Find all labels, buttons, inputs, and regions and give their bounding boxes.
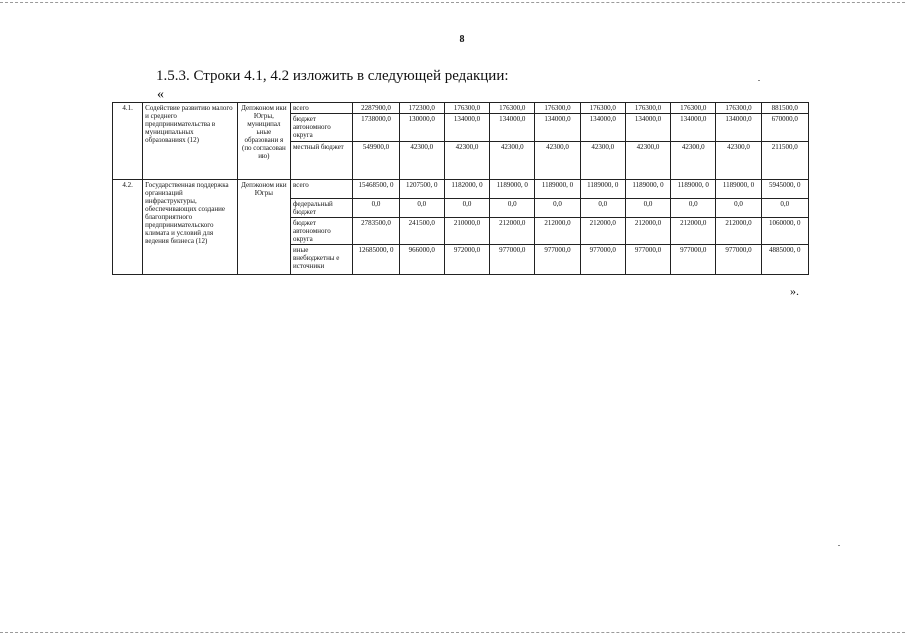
- value-cell: 130000,0: [399, 114, 444, 142]
- value-cell: 977000,0: [580, 245, 625, 275]
- value-cell: 1189000, 0: [490, 180, 535, 199]
- value-cell: 42300,0: [399, 142, 444, 180]
- value-cell: 134000,0: [625, 114, 670, 142]
- value-cell: 212000,0: [535, 218, 580, 245]
- value-cell: 176300,0: [671, 103, 716, 114]
- value-cell: 972000,0: [444, 245, 489, 275]
- value-cell: 0,0: [625, 199, 670, 218]
- value-cell: 1182000, 0: [444, 180, 489, 199]
- value-cell: 42300,0: [490, 142, 535, 180]
- row-number: 4.1.: [113, 103, 143, 180]
- funding-source: иные внебюджетны е источники: [291, 245, 353, 275]
- executor: Депэконом ики Югры, муниципал ьные образовани я (по согласован ию): [237, 103, 290, 180]
- value-cell: 212000,0: [716, 218, 761, 245]
- scan-speck: [838, 545, 840, 546]
- value-cell: 1189000, 0: [625, 180, 670, 199]
- value-cell: 0,0: [716, 199, 761, 218]
- program-table: [112, 102, 809, 275]
- value-cell: 176300,0: [490, 103, 535, 114]
- value-cell: 4885000, 0: [761, 245, 808, 275]
- funding-source: федеральный бюджет: [291, 199, 353, 218]
- value-cell: 1189000, 0: [671, 180, 716, 199]
- value-cell: 0,0: [761, 199, 808, 218]
- value-cell: 12685000, 0: [353, 245, 399, 275]
- top-edge-rule: [0, 2, 905, 3]
- value-cell: 134000,0: [490, 114, 535, 142]
- value-cell: 0,0: [399, 199, 444, 218]
- value-cell: 0,0: [490, 199, 535, 218]
- value-cell: 2287900,0: [353, 103, 399, 114]
- value-cell: 670000,0: [761, 114, 808, 142]
- value-cell: 1060000, 0: [761, 218, 808, 245]
- value-cell: 977000,0: [490, 245, 535, 275]
- scan-speck: [758, 80, 760, 81]
- value-cell: 176300,0: [444, 103, 489, 114]
- value-cell: 5945000, 0: [761, 180, 808, 199]
- value-cell: 977000,0: [535, 245, 580, 275]
- value-cell: 134000,0: [580, 114, 625, 142]
- value-cell: 212000,0: [625, 218, 670, 245]
- funding-source: всего: [291, 103, 353, 114]
- value-cell: 1189000, 0: [580, 180, 625, 199]
- value-cell: 977000,0: [625, 245, 670, 275]
- value-cell: 42300,0: [580, 142, 625, 180]
- value-cell: 241500,0: [399, 218, 444, 245]
- value-cell: 176300,0: [535, 103, 580, 114]
- activity-name: Государственная поддержка организаций инфраструктуры, обеспечивающих создание благоприятного предпринимательского климата и условий для ведения бизнеса (12): [143, 180, 238, 275]
- value-cell: 1207500, 0: [399, 180, 444, 199]
- funding-source: местный бюджет: [291, 142, 353, 180]
- section-heading: 1.5.3. Строки 4.1, 4.2 изложить в следующей редакции:: [156, 68, 509, 84]
- activity-name: Содействие развитию малого и среднего предпринимательства в муниципальных образованиях (12): [143, 103, 238, 180]
- value-cell: 176300,0: [716, 103, 761, 114]
- value-cell: 210000,0: [444, 218, 489, 245]
- value-cell: 2783500,0: [353, 218, 399, 245]
- funding-source: всего: [291, 180, 353, 199]
- executor: Депэконом ики Югры: [237, 180, 290, 275]
- value-cell: 212000,0: [580, 218, 625, 245]
- table-row: [113, 103, 809, 114]
- funding-source: бюджет автономного округа: [291, 218, 353, 245]
- value-cell: 42300,0: [671, 142, 716, 180]
- value-cell: 176300,0: [580, 103, 625, 114]
- value-cell: 977000,0: [716, 245, 761, 275]
- row-number: 4.2.: [113, 180, 143, 275]
- value-cell: 134000,0: [535, 114, 580, 142]
- value-cell: 1189000, 0: [535, 180, 580, 199]
- bottom-edge-rule: [0, 632, 905, 633]
- value-cell: 134000,0: [671, 114, 716, 142]
- funding-source: бюджет автономного округа: [291, 114, 353, 142]
- value-cell: 134000,0: [716, 114, 761, 142]
- table-row: [113, 180, 809, 199]
- value-cell: 134000,0: [444, 114, 489, 142]
- value-cell: 172300,0: [399, 103, 444, 114]
- page-number: 8: [459, 34, 465, 45]
- value-cell: 42300,0: [716, 142, 761, 180]
- value-cell: 1738000,0: [353, 114, 399, 142]
- value-cell: 211500,0: [761, 142, 808, 180]
- value-cell: 966000,0: [399, 245, 444, 275]
- value-cell: 42300,0: [444, 142, 489, 180]
- opening-quote: «: [157, 87, 164, 102]
- value-cell: 977000,0: [671, 245, 716, 275]
- value-cell: 881500,0: [761, 103, 808, 114]
- value-cell: 42300,0: [625, 142, 670, 180]
- value-cell: 212000,0: [490, 218, 535, 245]
- value-cell: 0,0: [580, 199, 625, 218]
- value-cell: 0,0: [353, 199, 399, 218]
- value-cell: 549900,0: [353, 142, 399, 180]
- value-cell: 0,0: [444, 199, 489, 218]
- value-cell: 15468500, 0: [353, 180, 399, 199]
- value-cell: 176300,0: [625, 103, 670, 114]
- value-cell: 1189000, 0: [716, 180, 761, 199]
- value-cell: 212000,0: [671, 218, 716, 245]
- value-cell: 0,0: [535, 199, 580, 218]
- value-cell: 42300,0: [535, 142, 580, 180]
- value-cell: 0,0: [671, 199, 716, 218]
- closing-quote: ».: [790, 284, 799, 298]
